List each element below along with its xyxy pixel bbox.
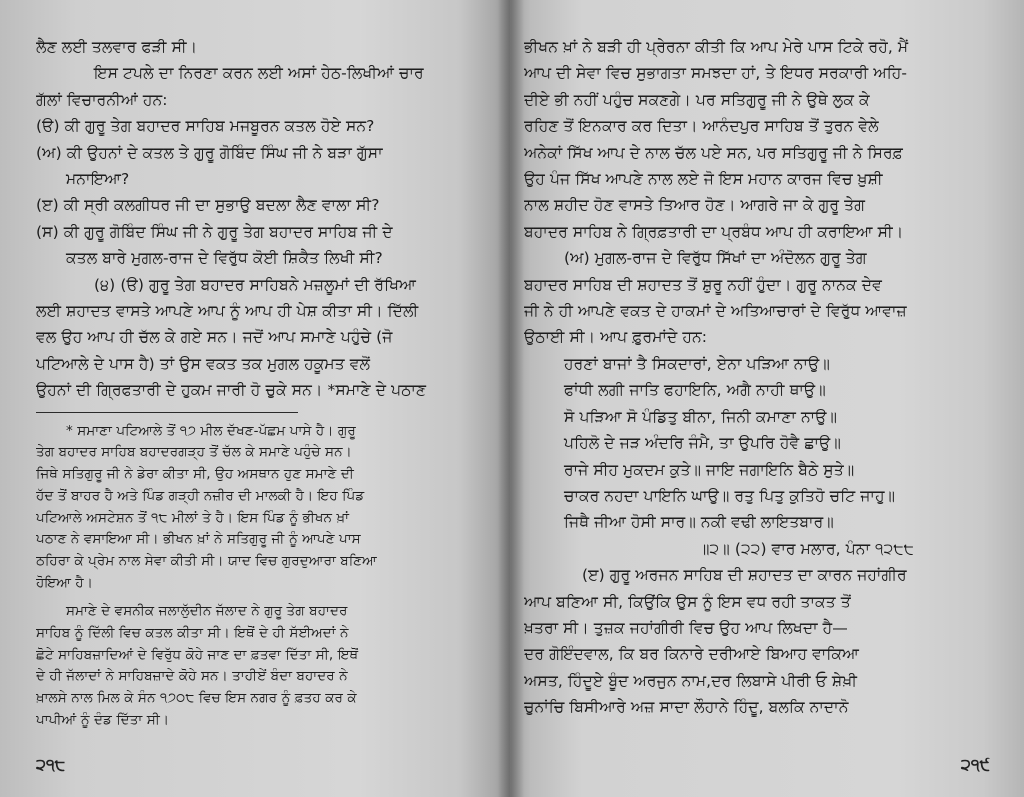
footnote-divider	[36, 412, 298, 413]
footnote-line: ਹੋਇਆ ਹੈ।	[36, 574, 93, 591]
text-line: ਦੀਏ ਭੀ ਨਹੀਂ ਪਹੁੰਚ ਸਕਣਗੇ। ਪਰ ਸਤਿਗੁਰੂ ਜੀ ਨੇ ਉਥੇ ਲੁਕ ਕੇ	[524, 90, 870, 109]
text-line: ਵਲ ਉਹ ਆਪ ਹੀ ਚੱਲ ਕੇ ਗਏ ਸਨ। ਜਦੋਂ ਆਪ ਸਮਾਣੇ ਪਹੁੰਚੇ (ਜੋ	[36, 328, 393, 347]
section-4-heading-line: (੪) (ੳ) ਗੁਰੂ ਤੇਗ ਬਹਾਦਰ ਸਾਹਿਬਨੇ ਮਜ਼ਲੂਮਾਂ ਦੀ ਰੱਖਿਆ	[94, 275, 416, 294]
list-item-b: (ਅ) ਕੀ ਉਹਨਾਂ ਦੇ ਕਤਲ ਤੇ ਗੁਰੂ ਗੋਬਿੰਦ ਸਿੰਘ ਜੀ ਨੇ ਬੜਾ ਗੁੱਸਾ	[36, 143, 383, 162]
book-spine-gutter	[498, 0, 524, 797]
text-line: ਰਹਿਣ ਤੋਂ ਇਨਕਾਰ ਕਰ ਦਿਤਾ। ਆਨੰਦਪੁਰ ਸਾਹਿਬ ਤੋਂ ਤੁਰਨ ਵੇਲੇ	[524, 117, 879, 136]
verse-line: ਜਿਥੈ ਜੀਆ ਹੋਸੀ ਸਾਰ॥ ਨਕੀ ਵਢੀ ਲਾਇਤਬਾਰ॥	[564, 513, 834, 532]
text-line: ਗੱਲਾਂ ਵਿਚਾਰਨੀਆਂ ਹਨ:	[36, 90, 168, 109]
text-line: ਆਪ ਦੀ ਸੇਵਾ ਵਿਚ ਸੁਭਾਗਤਾ ਸਮਝਦਾ ਹਾਂ, ਤੇ ਇਧਰ ਸਰਕਾਰੀ ਅਹਿ-	[524, 64, 908, 83]
verse-citation: ॥੨॥ (੨੨) ਵਾਰ ਮਲਾਰ, ਪੰਨਾ ੧੨੮੮	[699, 539, 915, 558]
footnote-line: ਸਮਾਣੇ ਦੇ ਵਸਨੀਕ ਜਲਾਲੁੱਦੀਨ ਜੱਲਾਦ ਨੇ ਗੁਰੂ ਤੇਗ ਬਹਾਦਰ	[66, 603, 348, 620]
footnote-line: ਛੋਟੇ ਸਾਹਿਬਜ਼ਾਦਿਆਂ ਦੇ ਵਿਰੁੱਧ ਕੋਹੇ ਜਾਣ ਦਾ ਫ਼ਤਵਾ ਦਿੱਤਾ ਸੀ, ਇਥੋਂ	[36, 646, 359, 663]
text-line: ਕਤਲ ਬਾਰੇ ਮੁਗਲ-ਰਾਜ ਦੇ ਵਿਰੁੱਧ ਕੋਈ ਸ਼ਿਕੈਤ ਲਿਖੀ ਸੀ?	[66, 249, 383, 268]
verse-line: ਰਾਜੇ ਸੀਹ ਮੁਕਦਮ ਕੁਤੇ॥ ਜਾਇ ਜਗਾਇਨਿ ਬੈਠੇ ਸੁਤੇ॥	[564, 460, 855, 479]
footnote-line: ਦੇ ਹੀ ਜੱਲਾਦਾਂ ਨੇ ਸਾਹਿਬਜ਼ਾਦੇ ਕੋਹੇ ਸਨ। ਤਾਹੀਏਂ ਬੰਦਾ ਬਹਾਦਰ ਨੇ	[36, 668, 348, 685]
text-line: ਭੀਖਨ ਖ਼ਾਂ ਨੇ ਬੜੀ ਹੀ ਪ੍ਰੇਰਨਾ ਕੀਤੀ ਕਿ ਆਪ ਮੇਰੇ ਪਾਸ ਟਿਕੇ ਰਹੋ, ਮੈਂ	[524, 38, 909, 56]
footnote-line: ਪਟਿਆਲੇ ਅਸਟੇਸ਼ਨ ਤੋਂ ੧੮ ਮੀਲਾਂ ਤੇ ਹੈ। ਇਸ ਪਿੰਡ ਨੂੰ ਭੀਖਨ ਖ਼ਾਂ	[36, 509, 349, 526]
text-line: ਲੈਣ ਲਈ ਤਲਵਾਰ ਫੜੀ ਸੀ।	[36, 38, 198, 56]
text-line: ਚੁਨਾਂਚਿ ਬਿਸੀਆਰੇ ਅਜ਼ ਸਾਦਾ ਲੌਹਾਨੇ ਹਿੰਦੂ, ਬਲਕਿ ਨਾਦਾਨੋ	[524, 698, 849, 717]
text-line: ਉਠਾਈ ਸੀ। ਆਪ ਫ਼ੁਰਮਾਂਦੇ ਹਨ:	[524, 328, 708, 347]
text-line: ਦਰ ਗੋਇੰਦਵਾਲ, ਕਿ ਬਰ ਕਿਨਾਰੇ ਦਰੀਆਏ ਬਿਆਹ ਵਾਕਿਆ	[524, 645, 859, 664]
verse-line: ਪਹਿਲੋ ਦੇ ਜੜ ਅੰਦਰਿ ਜੰਮੈ, ਤਾ ਉਪਰਿ ਹੋਵੈ ਛਾਉ॥	[564, 434, 841, 453]
text-line: ਖ਼ਤਰਾ ਸੀ। ਤੁਜ਼ਕ ਜਹਾਂਗੀਰੀ ਵਿਚ ਉਹ ਆਪ ਲਿਖਦਾ ਹੈ—	[524, 618, 848, 637]
list-item-d: (ਸ) ਕੀ ਗੁਰੂ ਗੋਬਿੰਦ ਸਿੰਘ ਜੀ ਨੇ ਗੁਰੂ ਤੇਗ ਬਹਾਦਰ ਸਾਹਿਬ ਜੀ ਦੇ	[36, 222, 393, 241]
footnote-line: ਪਠਾਣ ਨੇ ਵਸਾਇਆ ਸੀ। ਭੀਖਨ ਖ਼ਾਂ ਨੇ ਸਤਿਗੁਰੂ ਜੀ ਨੂੰ ਆਪਣੇ ਪਾਸ	[36, 531, 361, 548]
verse-quotation	[524, 351, 990, 562]
left-page	[0, 0, 510, 797]
text-line: ਅਨੇਕਾਂ ਸਿੱਖ ਆਪ ਦੇ ਨਾਲ ਚੱਲ ਪਏ ਸਨ, ਪਰ ਸਤਿਗੁਰੂ ਜੀ ਨੇ ਸਿਰਫ਼	[524, 143, 903, 162]
text-line: ਲਈ ਸ਼ਹਾਦਤ ਵਾਸਤੇ ਆਪਣੇ ਆਪ ਨੂੰ ਆਪ ਹੀ ਪੇਸ਼ ਕੀਤਾ ਸੀ। ਦਿੱਲੀ	[36, 302, 419, 321]
text-line: ਉਹਨਾਂ ਦੀ ਗ੍ਰਿਫਤਾਰੀ ਦੇ ਹੁਕਮ ਜਾਰੀ ਹੋ ਚੁਕੇ ਸਨ। *ਸਮਾਣੇ ਦੇ ਪਠਾਣ	[36, 381, 427, 400]
text-line: ਅਸਤ, ਹਿੰਦੂਏ ਬੂੰਦ ਅਰਜੁਨ ਨਾਮ,ਦਰ ਲਿਬਾਸੇ ਪੀਰੀ ਓ ਸ਼ੇਖ਼ੀ	[524, 671, 857, 690]
text-line: ਮਨਾਇਆ?	[66, 170, 130, 189]
page-number-left: ੨੧੮	[36, 755, 66, 774]
right-final-text	[524, 562, 990, 720]
text-line: ਬਹਾਦਰ ਸਾਹਿਬ ਦੀ ਸ਼ਹਾਦਤ ਤੋਂ ਸ਼ੁਰੂ ਨਹੀਂ ਹੁੰਦਾ। ਗੁਰੂ ਨਾਨਕ ਦੇਵ	[524, 275, 882, 294]
verse-line: ਚਾਕਰ ਨਹਦਾ ਪਾਇਨਿ ਘਾਉ॥ ਰਤੁ ਪਿਤੁ ਕੁਤਿਹੋ ਚਟਿ ਜਾਹੁ॥	[564, 486, 896, 505]
footnote-line: ਪਾਪੀਆਂ ਨੂੰ ਦੰਡ ਦਿੱਤਾ ਸੀ।	[36, 711, 170, 728]
page-number-right: ੨੧੯	[960, 755, 990, 774]
verse-line: ਹਰਣਾਂ ਬਾਜਾਂ ਤੈ ਸਿਕਦਾਰਾਂ, ਏਨਾ ਪੜਿਆ ਨਾਉ॥	[564, 354, 830, 373]
footnote-line: * ਸਮਾਣਾ ਪਟਿਆਲੇ ਤੋਂ ੧੭ ਮੀਲ ਦੱਖਣ-ਪੱਛਮ ਪਾਸੇ ਹੈ। ਗੁਰੂ	[66, 422, 356, 439]
footnote-line: ਠਹਿਰਾ ਕੇ ਪ੍ਰੇਮ ਨਾਲ ਸੇਵਾ ਕੀਤੀ ਸੀ। ਯਾਦ ਵਿਚ ਗੁਰਦੁਆਰਾ ਬਣਿਆ	[36, 552, 377, 569]
text-line: ਆਪ ਬਣਿਆ ਸੀ, ਕਿਉਂਕਿ ਉਸ ਨੂੰ ਇਸ ਵਧ ਰਹੀ ਤਾਕਤ ਤੋਂ	[524, 592, 851, 611]
footnote-line: ਜਿਥੇ ਸਤਿਗੁਰੂ ਜੀ ਨੇ ਡੇਰਾ ਕੀਤਾ ਸੀ, ਉਹ ਅਸਥਾਨ ਹੁਣ ਸਮਾਣੇ ਦੀ	[36, 466, 354, 483]
right-main-text	[524, 34, 990, 351]
text-line: ਜੀ ਨੇ ਹੀ ਆਪਣੇ ਵਕਤ ਦੇ ਹਾਕਮਾਂ ਦੇ ਅਤਿਆਚਾਰਾਂ ਦੇ ਵਿਰੁੱਧ ਆਵਾਜ਼	[524, 302, 907, 321]
right-page	[510, 0, 1024, 797]
footnote	[36, 421, 488, 732]
text-line: ਇਸ ਟਪਲੇ ਦਾ ਨਿਰਣਾ ਕਰਨ ਲਈ ਅਸਾਂ ਹੇਠ-ਲਿਖੀਆਂ ਚਾਰ	[94, 64, 424, 83]
footnote-line: ਖ਼ਾਲਸੇ ਨਾਲ ਮਿਲ ਕੇ ਸੰਨ ੧੭੦੮ ਵਿਚ ਇਸ ਨਗਰ ਨੂੰ ਫ਼ਤਹ ਕਰ ਕੇ	[36, 690, 357, 707]
footnote-line: ਹੱਦ ਤੋਂ ਬਾਹਰ ਹੈ ਅਤੇ ਪਿੰਡ ਗੜ੍ਹੀ ਨਜ਼ੀਰ ਦੀ ਮਾਲਕੀ ਹੈ। ਇਹ ਪਿੰਡ	[36, 487, 365, 504]
text-line: ਉਹ ਪੰਜ ਸਿੱਖ ਆਪਣੇ ਨਾਲ ਲਏ ਜੋ ਇਸ ਮਹਾਨ ਕਾਰਜ ਵਿਚ ਖ਼ੁਸ਼ੀ	[524, 170, 883, 189]
footnote-line: ਸਾਹਿਬ ਨੂੰ ਦਿੱਲੀ ਵਿਚ ਕਤਲ ਕੀਤਾ ਸੀ। ਇਥੋਂ ਦੇ ਹੀ ਸੱਈਅਦਾਂ ਨੇ	[36, 625, 349, 642]
list-item-c: (ੲ) ਕੀ ਸ੍ਰੀ ਕਲਗੀਧਰ ਜੀ ਦਾ ਸੁਭਾਉ ਬਦਲਾ ਲੈਣ ਵਾਲਾ ਸੀ?	[36, 196, 380, 215]
left-main-text	[36, 34, 488, 404]
verse-line: ਫਾਂਧੀ ਲਗੀ ਜਾਤਿ ਫਹਾਇਨਿ, ਅਗੈ ਨਾਹੀ ਥਾਉ॥	[564, 381, 826, 400]
section-b-heading-line: (ਅ) ਮੁਗਲ-ਰਾਜ ਦੇ ਵਿਰੁੱਧ ਸਿੱਖਾਂ ਦਾ ਅੰਦੋਲਨ ਗੁਰੂ ਤੇਗ	[564, 249, 867, 268]
list-item-a: (ੳ) ਕੀ ਗੁਰੂ ਤੇਗ ਬਹਾਦਰ ਸਾਹਿਬ ਮਜਬੂਰਨ ਕਤਲ ਹੋਏ ਸਨ?	[36, 117, 375, 136]
verse-line: ਸੋ ਪੜਿਆ ਸੋ ਪੰਡਿਤੁ ਬੀਨਾ, ਜਿਨੀ ਕਮਾਣਾ ਨਾਉ॥	[564, 407, 838, 426]
section-c-heading-line: (ੲ) ਗੁਰੂ ਅਰਜਨ ਸਾਹਿਬ ਦੀ ਸ਼ਹਾਦਤ ਦਾ ਕਾਰਨ ਜਹਾਂਗੀਰ	[582, 566, 907, 585]
footnote-line: ਤੇਗ ਬਹਾਦਰ ਸਾਹਿਬ ਬਹਾਦਰਗੜ੍ਹ ਤੋਂ ਚੱਲ ਕੇ ਸਮਾਣੇ ਪਹੁੰਚੇ ਸਨ।	[36, 444, 352, 461]
text-line: ਬਹਾਦਰ ਸਾਹਿਬ ਨੇ ਗ੍ਰਿਫ਼ਤਾਰੀ ਦਾ ਪ੍ਰਬੰਧ ਆਪ ਹੀ ਕਰਾਇਆ ਸੀ।	[524, 222, 904, 241]
text-line: ਨਾਲ ਸ਼ਹੀਦ ਹੋਣ ਵਾਸਤੇ ਤਿਆਰ ਹੋਣ। ਆਗਰੇ ਜਾ ਕੇ ਗੁਰੂ ਤੇਗ	[524, 196, 866, 215]
text-line: ਪਟਿਆਲੇ ਦੇ ਪਾਸ ਹੈ) ਤਾਂ ਉਸ ਵਕਤ ਤਕ ਮੁਗਲ ਹਕੂਮਤ ਵਲੋਂ	[36, 354, 371, 373]
